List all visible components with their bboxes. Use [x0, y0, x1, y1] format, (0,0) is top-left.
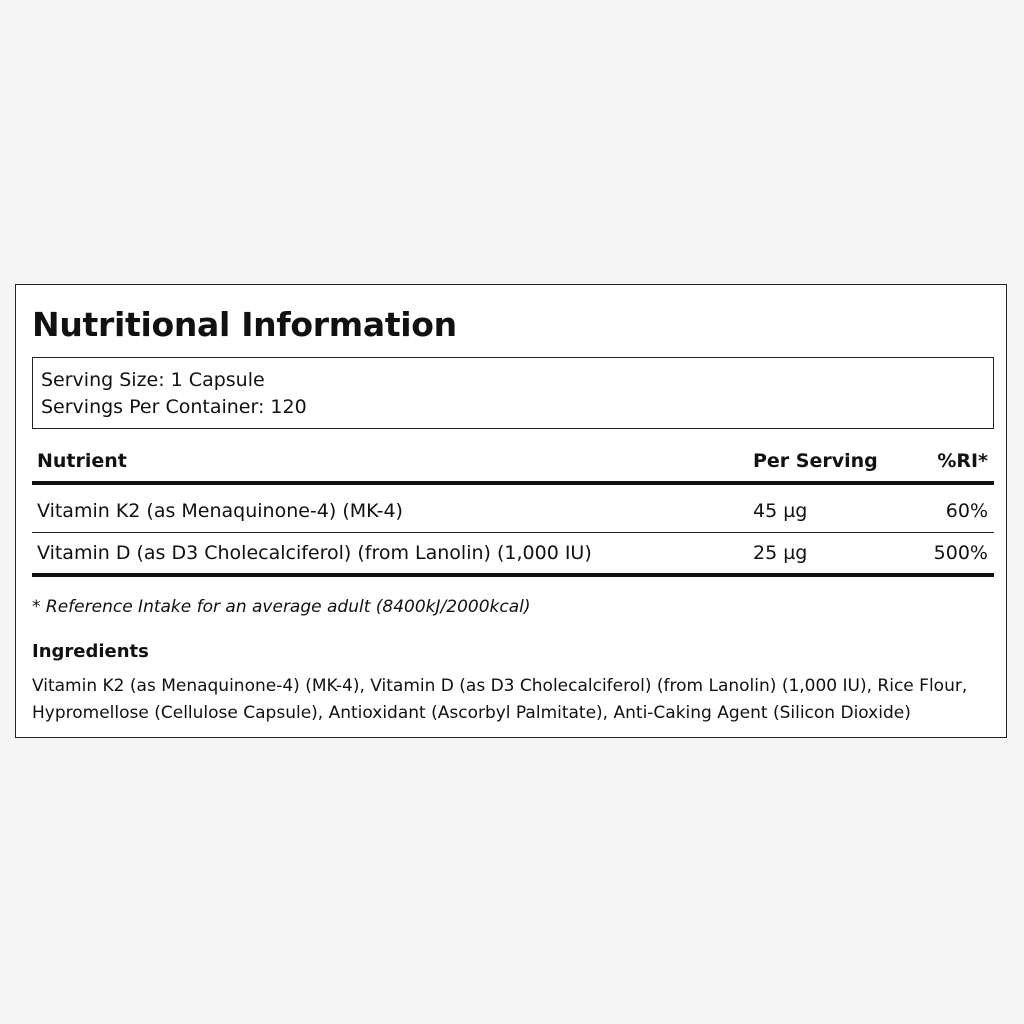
serving-info-box [32, 357, 994, 429]
table-row [32, 485, 994, 533]
ingredients-list [32, 673, 1002, 727]
nutrient-per-serving: 45 µg [753, 500, 808, 522]
header-per-serving: Per Serving [753, 450, 878, 472]
ingredients-line: Vitamin K2 (as Menaquinone-4) (MK-4), Vitamin D (as D3 Cholecalciferol) (from Lanolin) (1,000 IU), Rice Flour, [32, 676, 968, 696]
ingredients-line: Hypromellose (Cellulose Capsule), Antioxidant (Ascorbyl Palmitate), Anti-Caking Agent (Silicon Dioxide) [32, 703, 911, 723]
panel-title: Nutritional Information [32, 305, 457, 344]
serving-size: Serving Size: 1 Capsule [41, 369, 265, 391]
header-ri: %RI* [937, 450, 988, 472]
nutrient-table [32, 447, 994, 577]
ingredients-heading: Ingredients [32, 641, 149, 662]
nutrient-ri: 60% [945, 500, 988, 522]
table-header-row [32, 447, 994, 485]
nutrient-per-serving: 25 µg [753, 542, 808, 564]
nutrition-panel [15, 284, 1007, 738]
header-nutrient: Nutrient [37, 450, 127, 472]
reference-intake-footnote: * Reference Intake for an average adult (8400kJ/2000kcal) [32, 597, 531, 617]
nutrient-name: Vitamin K2 (as Menaquinone-4) (MK-4) [37, 500, 403, 522]
nutrient-name: Vitamin D (as D3 Cholecalciferol) (from Lanolin) (1,000 IU) [37, 542, 592, 564]
nutrient-ri: 500% [933, 542, 988, 564]
servings-per-container: Servings Per Container: 120 [41, 396, 307, 418]
table-row [32, 533, 994, 577]
